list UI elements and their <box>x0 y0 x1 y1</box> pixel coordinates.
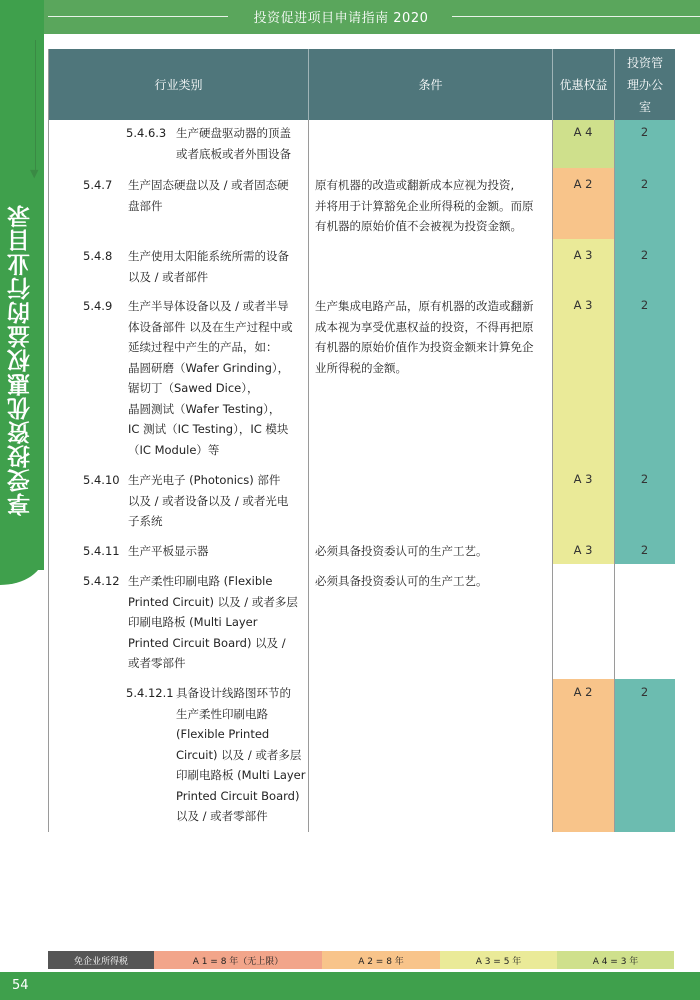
row-name <box>128 175 289 216</box>
condition-line: 有机器的原始价值不会被视为投资金额。 <box>315 219 522 233</box>
name-line: Printed Circuit Board) 以及 / <box>128 635 286 650</box>
name-line: 印刷电路板 (Multi Layer <box>176 768 306 782</box>
name-line: 以及 / 或者设备以及 / 或者光电 <box>128 493 289 508</box>
name-line: 晶圆测试（Wafer Testing）， <box>128 401 281 416</box>
col-header-conditions: 条件 <box>418 77 443 92</box>
condition-line: 成本视为享受优惠权益的投资，不得再把原 <box>315 319 534 334</box>
section-title-vertical: 享受投资优惠权益的行业目录 <box>8 204 34 516</box>
name-line: 生产半导体设备以及 / 或者半导 <box>128 299 289 313</box>
footer-bar <box>0 972 700 1000</box>
legend-label: 免企业所得税 <box>48 951 154 969</box>
row-conditions <box>315 175 534 237</box>
header-rule-right <box>452 16 700 17</box>
header-rule-left <box>48 16 228 17</box>
condition-line: 生产集成电路产品，原有机器的改造或翻新 <box>315 299 534 313</box>
name-line: 晶圆研磨（Wafer Grinding）， <box>128 360 290 375</box>
perk-value: A 4 <box>573 125 593 139</box>
condition-line: 有机器的原始价值作为投资金额来计算免企 <box>315 340 534 354</box>
office-value: 2 <box>640 543 649 557</box>
row-code: 5.4.7 <box>83 178 113 192</box>
industry-table <box>48 49 674 832</box>
condition-line: 原有机器的改造或翻新成本应视为投资, <box>315 178 515 192</box>
top-header-bar <box>0 0 700 34</box>
row-conditions <box>315 541 488 562</box>
legend-a1: A 1 = 8 年（无上限） <box>154 951 322 969</box>
name-line: Printed Circuit) 以及 / 或者多层 <box>128 594 298 609</box>
name-line: 延续过程中产生的产品，如： <box>128 340 278 354</box>
name-line: 子系统 <box>128 514 163 528</box>
row-name <box>128 246 289 287</box>
side-guide-line <box>35 40 36 170</box>
row-code: 5.4.12 <box>83 574 120 588</box>
condition-line: 必须具备投资委认可的生产工艺。 <box>315 544 488 558</box>
name-line: 印刷电路板 (Multi Layer <box>128 615 258 629</box>
row-name <box>176 683 305 827</box>
office-value: 2 <box>640 298 649 312</box>
name-line: 锯切丁（Sawed Dice）， <box>128 381 259 395</box>
row-code: 5.4.6.3 <box>126 126 167 140</box>
legend-a2: A 2 = 8 年 <box>322 951 440 969</box>
row-code: 5.4.12.1 <box>126 686 174 700</box>
col-header-industry: 行业类别 <box>154 77 203 92</box>
name-line: 或者底板或者外围设备 <box>176 146 291 161</box>
name-line: Circuit) 以及 / 或者多层 <box>176 747 302 762</box>
col-header-perk: 优惠权益 <box>559 77 608 92</box>
condition-line: 并将用于计算豁免企业所得税的金额。而原 <box>315 198 534 213</box>
legend-a3: A 3 = 5 年 <box>440 951 557 969</box>
row-code: 5.4.10 <box>83 473 120 487</box>
row-conditions <box>315 571 488 592</box>
name-line: 体设备部件 以及在生产过程中或 <box>128 319 293 334</box>
name-line: 盘部件 <box>128 198 163 213</box>
name-line: IC 测试（IC Testing），IC 模块 <box>128 422 289 436</box>
condition-line: 必须具备投资委认可的生产工艺。 <box>315 574 488 588</box>
row-name <box>128 470 288 532</box>
legend-bar <box>48 951 674 969</box>
name-line: 具备设计线路图环节的 <box>176 686 291 700</box>
row-name <box>176 123 291 164</box>
row-conditions <box>315 296 534 378</box>
office-value: 2 <box>640 472 649 486</box>
office-cell <box>614 679 675 832</box>
name-line: 生产柔性印刷电路 (Flexible <box>128 574 273 588</box>
name-line: 生产柔性印刷电路 <box>176 706 268 721</box>
row-code: 5.4.9 <box>83 299 113 313</box>
row-name <box>128 571 298 674</box>
name-line: 以及 / 或者部件 <box>128 269 209 284</box>
side-banner-curve <box>0 555 44 585</box>
office-value: 2 <box>640 248 649 262</box>
row-name <box>128 296 293 460</box>
row-code: 5.4.11 <box>83 544 120 558</box>
perk-cell-a2 <box>552 679 614 832</box>
perk-cell-a3 <box>552 239 614 564</box>
name-line: 生产硬盘驱动器的顶盖 <box>176 126 291 140</box>
name-line: 以及 / 或者零部件 <box>176 809 268 823</box>
condition-line: 业所得税的金额。 <box>315 360 407 375</box>
name-line: 生产固态硬盘以及 / 或者固态硬 <box>128 178 289 192</box>
table-header <box>49 49 675 120</box>
page-number: 54 <box>12 978 29 993</box>
row-code: 5.4.8 <box>83 249 113 263</box>
perk-value: A 2 <box>573 177 593 191</box>
header-divider <box>614 49 615 120</box>
office-value: 2 <box>640 177 649 191</box>
name-line: (Flexible Printed <box>176 727 270 741</box>
perk-value: A 3 <box>573 248 593 262</box>
name-line: Printed Circuit Board) <box>176 788 300 803</box>
row-name <box>128 541 209 562</box>
office-value: 2 <box>640 125 649 139</box>
perk-value: A 2 <box>573 685 593 699</box>
name-line: 或者零部件 <box>128 656 186 670</box>
name-line: 生产光电子 (Photonics) 部件 <box>128 473 281 487</box>
col-header-office: 投资管理办公室 <box>626 55 663 114</box>
office-value: 2 <box>640 685 649 699</box>
name-line: （IC Module）等 <box>128 442 220 457</box>
arrow-down-icon: ▼ <box>30 167 39 180</box>
perk-value: A 3 <box>573 543 593 557</box>
legend-a4: A 4 = 3 年 <box>557 951 674 969</box>
perk-value: A 3 <box>573 472 593 486</box>
name-line: 生产平板显示器 <box>128 544 209 558</box>
perk-value: A 3 <box>573 298 593 312</box>
column-divider <box>308 120 309 832</box>
name-line: 生产使用太阳能系统所需的设备 <box>128 249 289 263</box>
document-title: 投资促进项目申请指南 2020 <box>253 11 429 26</box>
